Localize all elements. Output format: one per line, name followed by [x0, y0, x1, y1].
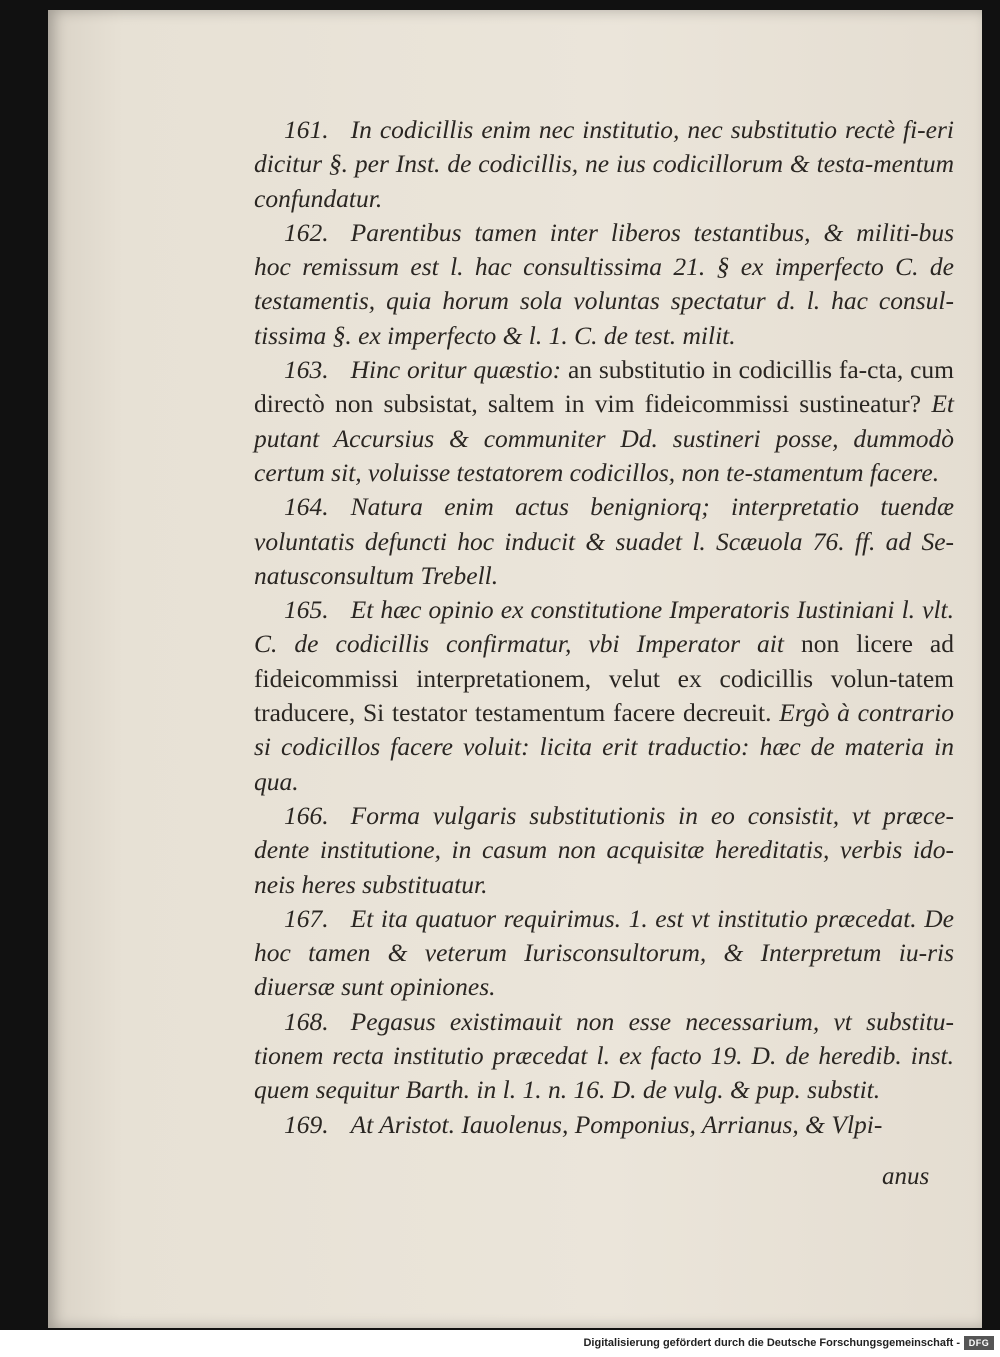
page-text-block	[254, 113, 954, 1142]
paragraph-number: 165.	[284, 595, 329, 625]
paragraph	[254, 593, 954, 799]
catchword: anus	[882, 1163, 930, 1190]
italic-text-segment: Et putant Accursius & communiter Dd. sustineri posse, dummodò certum sit, voluisse testatorem codicillos, non te-stamentum facere.	[254, 389, 954, 487]
italic-text-segment: Parentibus tamen inter liberos testantibus, & militi-bus hoc remissum est l. hac consultissima 21. § ex imperfecto C. de testamentis, quia horum sola voluntas spectatur d. l. hac consul-tissima §. ex imperfecto & l. 1. C. de test. milit.	[254, 217, 954, 350]
paragraph-number: 161.	[284, 115, 329, 144]
footer-credit: Digitalisierung gefördert durch die Deutsche Forschungsgemeinschaft -	[583, 1337, 960, 1349]
paragraph	[254, 216, 954, 353]
italic-text-segment: In codicillis enim nec institutio, nec substitutio rectè fi-eri dicitur §. per Inst. de codicillis, ne ius codicillorum & testa-mentum confundatur.	[254, 115, 954, 213]
roman-text-segment: non licere ad fideicommissi interpretationem, velut ex codicillis volun-tatem traducere, Si testator testamentum facere decreuit.	[254, 629, 954, 728]
paragraph	[254, 1108, 954, 1142]
paragraph	[254, 490, 954, 593]
italic-text-segment: Natura enim actus benigniorq; interpretatio tuendæ voluntatis defuncti hoc inducit & suadet l. Scæuola 76. ff. ad Se-natusconsultum Trebell.	[254, 492, 954, 590]
dfg-logo: DFG	[964, 1336, 994, 1350]
paragraph-number: 168.	[284, 1006, 329, 1036]
paragraph	[254, 353, 954, 490]
italic-text-segment: Forma vulgaris substitutionis in eo consistit, vt præce-dente institutione, in casum non acquisitæ hereditatis, verbis ido-neis heres substituatur.	[254, 800, 954, 899]
paragraph	[254, 113, 954, 216]
italic-text-segment: Hinc oritur quæstio:	[350, 355, 568, 385]
paragraph	[254, 902, 954, 1005]
paragraph-number: 162.	[284, 217, 329, 247]
italic-text-segment: Et hæc opinio ex constitutione Imperatoris Iustiniani l. vlt. C. de codicillis confirmatur, vbi Imperator ait	[254, 595, 954, 659]
footer-bar	[0, 1330, 1000, 1357]
roman-text-segment: an substitutio in codicillis fa-cta, cum directò non subsistat, saltem in vim fideicommissi sustineatur?	[254, 355, 954, 419]
paragraph-number: 166.	[284, 800, 329, 830]
paragraph	[254, 1005, 954, 1108]
italic-text-segment: Ergò à contrario si codicillos facere voluit: licita erit traductio: hæc de materia in qua.	[254, 698, 955, 796]
italic-text-segment: At Aristot. Iauolenus, Pomponius, Arrianus, & Vlpi-	[350, 1109, 883, 1139]
paragraph-number: 169.	[284, 1109, 329, 1139]
paragraph-number: 167.	[284, 903, 329, 933]
paragraph	[254, 799, 954, 902]
paragraph-number: 164.	[284, 492, 329, 522]
paragraph-number: 163.	[284, 355, 329, 385]
italic-text-segment: Pegasus existimauit non esse necessarium, vt substitu-tionem recta institutio præcedat l. ex facto 19. D. de heredib. inst. quem sequitur Barth. in l. 1. n. 16. D. de vulg. & pup. substit.	[254, 1006, 954, 1105]
italic-text-segment: Et ita quatuor requirimus. 1. est vt institutio præcedat. De hoc tamen & veterum Iurisconsultorum, & Interpretum iu-ris diuersæ sunt opiniones.	[254, 903, 954, 1002]
